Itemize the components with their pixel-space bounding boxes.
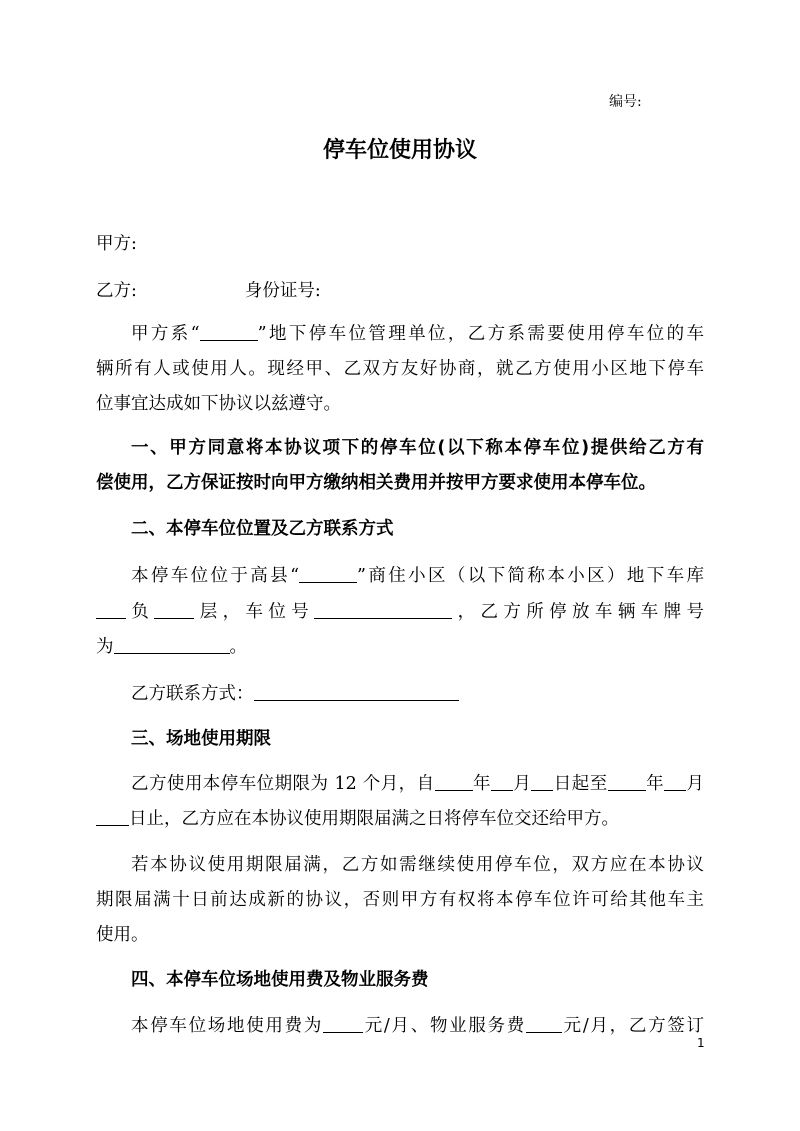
- section-3-para2-line-3: 使用。: [96, 925, 149, 945]
- section-2-line-1: 本停车位位于高县“ ”商住小区（以下简称本小区）地下车库: [131, 566, 705, 586]
- blank-underline: [435, 773, 473, 792]
- blank-underline: [96, 808, 129, 827]
- blank-underline: [531, 773, 553, 792]
- party-b-label: 乙方:: [96, 281, 137, 301]
- section-2-line-3: 为 。: [96, 637, 247, 657]
- blank-underline: [154, 601, 194, 620]
- intro-line-1: 甲方系“ ”地下停车位管理单位，乙方系需要使用停车位的车: [131, 324, 704, 344]
- party-a-label: 甲方:: [96, 234, 137, 254]
- blank-underline: [254, 683, 459, 702]
- blank-underline: [526, 1015, 562, 1034]
- section-2-line-2: 负 层，车位号 ，乙方所停放车辆车牌号: [96, 598, 704, 623]
- section-3-heading: 三、场地使用期限: [131, 729, 271, 749]
- blank-underline: [323, 1015, 363, 1034]
- blank-underline: [664, 773, 686, 792]
- page-number: 1: [697, 1036, 705, 1050]
- section-2-heading: 二、本停车位位置及乙方联系方式: [131, 519, 394, 539]
- blank-underline: [96, 601, 126, 620]
- document-number-label: 编号:: [609, 94, 642, 110]
- section-1-line-2: 偿使用，乙方保证按时向甲方缴纳相关费用并按甲方要求使用本停车位。: [96, 473, 656, 493]
- document-title: 停车位使用协议: [322, 138, 477, 163]
- blank-underline: [114, 636, 230, 655]
- section-3-line-2: 日止，乙方应在本协议使用期限届满之日将停车位交还给甲方。: [96, 805, 619, 830]
- section-3-para2-line-1: 若本协议使用期限届满，乙方如需继续使用停车位，双方应在本协议: [131, 855, 704, 875]
- blank-underline: [299, 565, 357, 584]
- section-4-line-1: 本停车位场地使用费为 元/月、物业服务费 元/月，乙方签订: [131, 1016, 704, 1036]
- section-3-line-1: 乙方使用本停车位期限为 12 个月，自 年 月 日起至 年 月: [131, 774, 705, 794]
- party-b-line: [96, 277, 321, 302]
- blank-underline: [200, 323, 258, 342]
- id-number-label: 身份证号:: [244, 281, 321, 301]
- section-2-contact: 乙方联系方式：: [96, 680, 459, 705]
- intro-line-2: 辆所有人或使用人。现经甲、乙双方友好协商，就乙方使用小区地下停车: [96, 359, 704, 379]
- blank-underline: [608, 773, 646, 792]
- section-4-heading: 四、本停车位场地使用费及物业服务费: [131, 970, 429, 990]
- blank-underline: [491, 773, 513, 792]
- section-3-para2-line-2: 期限届满十日前达成新的协议，否则甲方有权将本停车位许可给其他车主: [96, 890, 704, 910]
- section-1-line-1: 一、甲方同意将本协议项下的停车位(以下称本停车位)提供给乙方有: [131, 438, 704, 458]
- blank-underline: [314, 601, 452, 620]
- intro-line-3: 位事宜达成如下协议以兹遵守。: [96, 394, 341, 414]
